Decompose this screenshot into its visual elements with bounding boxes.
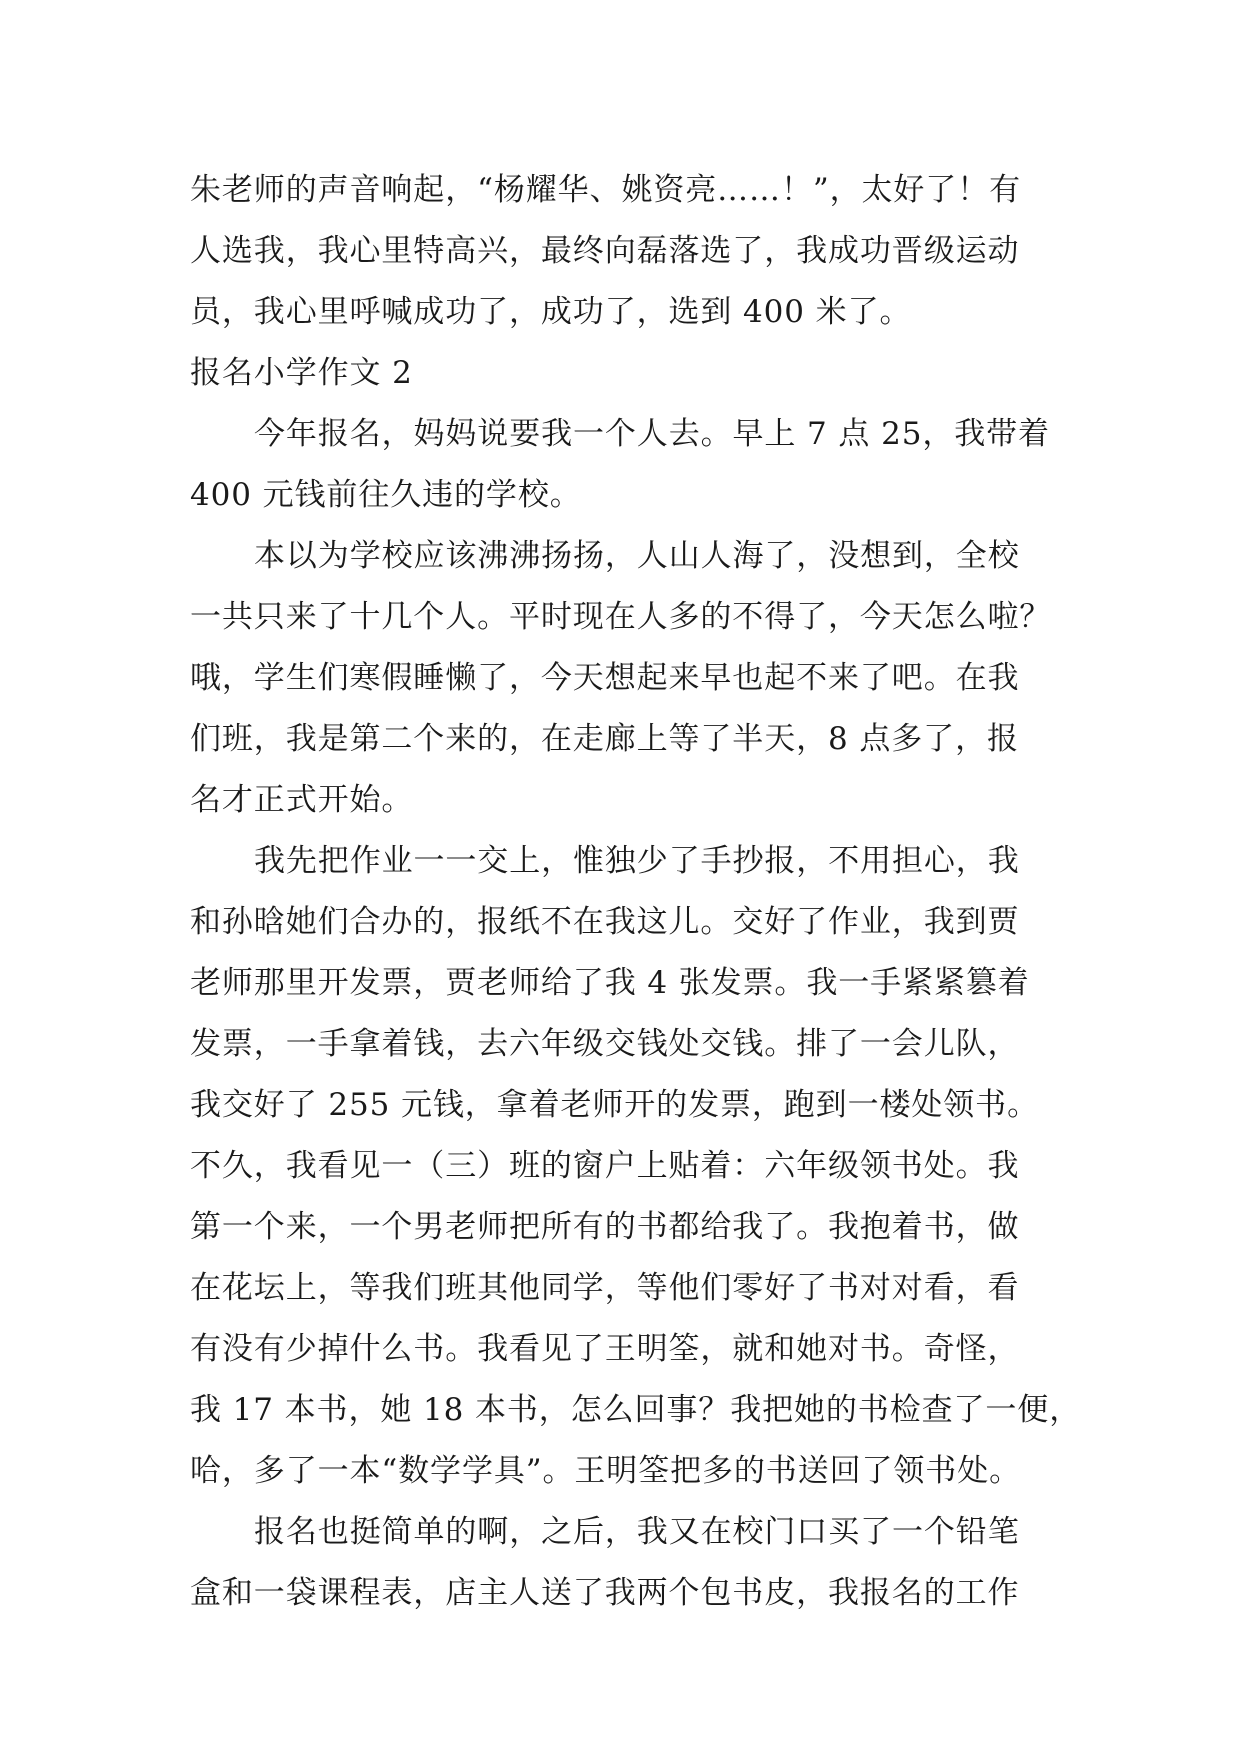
paragraph xyxy=(190,526,1060,831)
continuation-paragraph xyxy=(190,160,1060,343)
text-line: 名才正式开始。 xyxy=(190,782,414,818)
text-line: 和孙晗她们合办的，报纸不在我这儿。交好了作业，我到贾 xyxy=(190,904,1020,940)
text-line: 报名也挺简单的啊，之后，我又在校门口买了一个铅笔 xyxy=(254,1514,1020,1550)
text-line: 今年报名，妈妈说要我一个人去。早上 7 点 25，我带着 xyxy=(254,416,1050,452)
paragraph xyxy=(190,1502,1060,1624)
text-line: 我 17 本书，她 18 本书，怎么回事？我把她的书检查了一便， xyxy=(190,1392,1082,1428)
text-line: 朱老师的声音响起，“杨耀华、姚资亮……！”，太好了！有 xyxy=(190,172,1021,208)
text-line: 们班，我是第二个来的，在走廊上等了半天，8 点多了，报 xyxy=(190,721,1019,757)
text-line: 哈，多了一本“数学学具”。王明筌把多的书送回了领书处。 xyxy=(190,1453,1021,1489)
text-line: 400 元钱前往久违的学校。 xyxy=(190,477,582,513)
text-line: 在花坛上，等我们班其他同学，等他们零好了书对对看，看 xyxy=(190,1270,1020,1306)
text-line: 盒和一袋课程表，店主人送了我两个包书皮，我报名的工作 xyxy=(190,1575,1020,1611)
text-line: 不久，我看见一（三）班的窗户上贴着：六年级领书处。我 xyxy=(190,1148,1020,1184)
document-body xyxy=(190,160,1082,1624)
paragraph xyxy=(190,831,1082,1502)
text-line: 老师那里开发票，贾老师给了我 4 张发票。我一手紧紧篡着 xyxy=(190,965,1030,1001)
text-line: 有没有少掉什么书。我看见了王明筌，就和她对书。奇怪， xyxy=(190,1331,1020,1367)
section-title: 报名小学作文 2 xyxy=(190,355,413,391)
text-line: 我先把作业一一交上，惟独少了手抄报，不用担心，我 xyxy=(254,843,1020,879)
paragraph xyxy=(190,404,1060,526)
text-line: 一共只来了十几个人。平时现在人多的不得了，今天怎么啦？ xyxy=(190,599,1052,635)
text-line: 第一个来，一个男老师把所有的书都给我了。我抱着书，做 xyxy=(190,1209,1020,1245)
text-line: 发票，一手拿着钱，去六年级交钱处交钱。排了一会儿队， xyxy=(190,1026,1020,1062)
text-line: 哦，学生们寒假睡懒了，今天想起来早也起不来了吧。在我 xyxy=(190,660,1020,696)
text-line: 人选我，我心里特高兴，最终向磊落选了，我成功晋级运动 xyxy=(190,233,1020,269)
text-line: 员，我心里呼喊成功了，成功了，选到 400 米了。 xyxy=(190,294,912,330)
text-line: 本以为学校应该沸沸扬扬，人山人海了，没想到，全校 xyxy=(254,538,1020,574)
text-line: 我交好了 255 元钱，拿着老师开的发票，跑到一楼处领书。 xyxy=(190,1087,1039,1123)
